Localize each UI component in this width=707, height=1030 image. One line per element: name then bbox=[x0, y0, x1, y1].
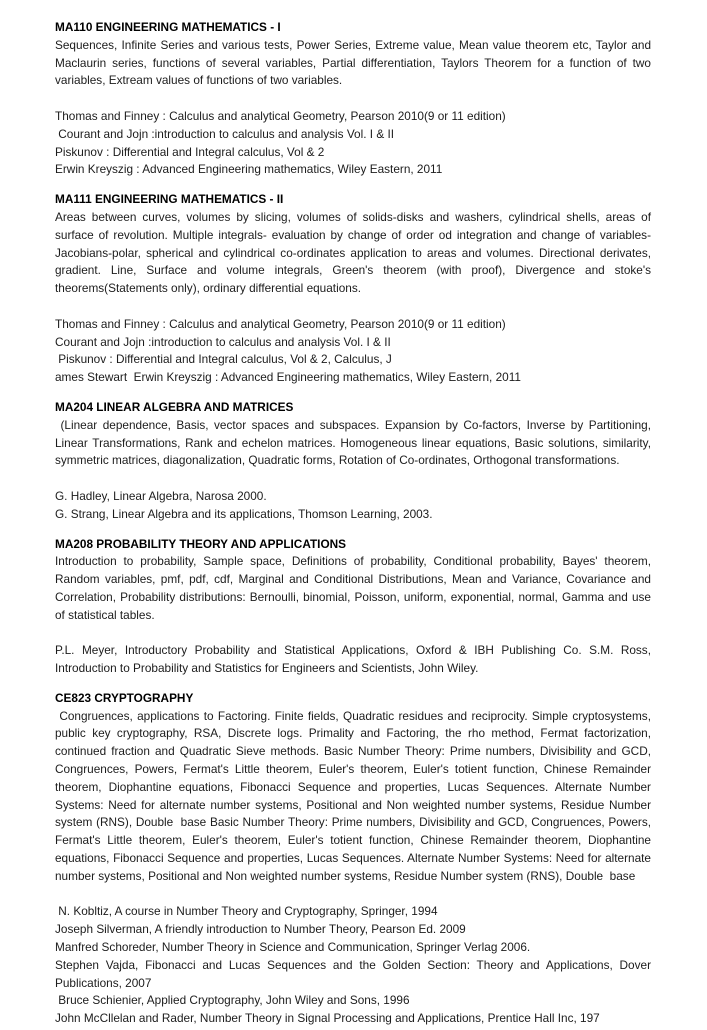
reference-list bbox=[55, 108, 651, 179]
course-description: Sequences, Infinite Series and various tests, Power Series, Extreme value, Mean value theorem etc, Taylor and Maclaurin series, functions of several variables, Partial differentiation, Taylors Theorem for a function of two variables, Extream values of functions of two variables. bbox=[55, 37, 651, 88]
course-section-ma204 bbox=[55, 399, 651, 524]
course-description: (Linear dependence, Basis, vector spaces and subspaces. Expansion by Co-factors, Inverse by Partitioning, Linear Transformations, Rank and echelon matrices. Homogeneous linear equations, Basic solutions, similarity, symmetric matrices, diagonalization, Quadratic forms, Rotation of Co-ordinates, Orthogonal transformations. bbox=[55, 417, 651, 468]
reference-line: N. Kobltiz, A course in Number Theory and Cryptography, Springer, 1994 bbox=[55, 904, 438, 919]
reference-line: P.L. Meyer, Introductory Probability and Statistical Applications, Oxford & IBH Publishing Co. S.M. Ross, Introduction to Probability and Statistics for Engineers and Scientists, John Wiley. bbox=[55, 643, 651, 676]
course-heading: MA208 PROBABILITY THEORY AND APPLICATIONS bbox=[55, 536, 347, 551]
reference-line: Piskunov : Differential and Integral calculus, Vol & 2 bbox=[55, 144, 325, 159]
course-description: Congruences, applications to Factoring. Finite fields, Quadratic residues and reciprocity. Simple cryptosystems, public key cryptography, RSA, Discrete logs. Primality and Factoring, the rho method, Fermat factorization, continued fraction and Quadratic Sieve methods. Basic Number Theory: Prime numbers, Divisibility and GCD, Congruences, Powers, Fermat's Little theorem, Euler's theorem, Euler's totient function, Chinese Remainder theorem, Diophantine equations, Fibonacci Sequence and properties, Lucas Sequences. Alternate Number Systems: Need for alternate number systems, Positional and Non weighted number systems, Residue Number system (RNS), Double base Basic Number Theory: Prime numbers, Divisibility and GCD, Congruences, Powers, Fermat's Little theorem, Euler's theorem, Euler's totient function, Chinese Remainder theorem, Diophantine equations, Fibonacci Sequence and properties, Lucas Sequences. Alternate Number Systems: Need for alternate number systems, Positional and Non weighted number systems, Residue Number system (RNS), Double base bbox=[55, 708, 651, 883]
reference-line: Courant and Jojn :introduction to calculus and analysis Vol. I & II bbox=[55, 334, 391, 349]
reference-list bbox=[55, 316, 651, 387]
reference-list bbox=[55, 488, 651, 524]
reference-line: Erwin Kreyszig : Advanced Engineering mathematics, Wiley Eastern, 2011 bbox=[55, 162, 443, 177]
reference-line: ames Stewart Erwin Kreyszig : Advanced Engineering mathematics, Wiley Eastern, 2011 bbox=[55, 370, 521, 385]
course-heading: MA204 LINEAR ALGEBRA AND MATRICES bbox=[55, 399, 294, 414]
reference-line: Piskunov : Differential and Integral calculus, Vol & 2, Calculus, J bbox=[55, 352, 392, 367]
course-heading: MA111 ENGINEERING MATHEMATICS - II bbox=[55, 192, 284, 207]
course-section-ma110 bbox=[55, 19, 651, 179]
reference-line: G. Strang, Linear Algebra and its applications, Thomson Learning, 2003. bbox=[55, 506, 433, 521]
reference-line: G. Hadley, Linear Algebra, Narosa 2000. bbox=[55, 488, 267, 503]
reference-line: Courant and Jojn :introduction to calculus and analysis Vol. I & II bbox=[55, 126, 395, 141]
reference-line: Stephen Vajda, Fibonacci and Lucas Sequences and the Golden Section: Theory and Applications, Dover Publications, 2007 bbox=[55, 957, 651, 990]
reference-line: Thomas and Finney : Calculus and analytical Geometry, Pearson 2010(9 or 11 edition) bbox=[55, 108, 506, 123]
reference-line: Thomas and Finney : Calculus and analytical Geometry, Pearson 2010(9 or 11 edition) bbox=[55, 316, 506, 331]
course-heading: MA110 ENGINEERING MATHEMATICS - I bbox=[55, 20, 281, 34]
course-description: Areas between curves, volumes by slicing, volumes of solids-disks and washers, cylindrical shells, areas of surface of revolution. Multiple integrals- evaluation by change of order od integration and change of variables-Jacobians-polar, spherical and cylindrical co-ordinates application to areas and volumes. Directional derivates, gradient. Line, Surface and volume integrals, Green's theorem (with proof), Divergence and stoke's theorems(Statements only), ordinary differential equations. bbox=[55, 209, 651, 296]
course-section-ce823 bbox=[55, 690, 651, 1028]
course-section-ma208 bbox=[55, 536, 651, 678]
course-heading: CE823 CRYPTOGRAPHY bbox=[55, 690, 194, 705]
reference-list bbox=[55, 642, 651, 678]
reference-line: Joseph Silverman, A friendly introduction to Number Theory, Pearson Ed. 2009 bbox=[55, 922, 466, 937]
reference-line: John McCllelan and Rader, Number Theory in Signal Processing and Applications, Prentice Hall Inc, 197 bbox=[55, 1011, 600, 1026]
reference-list bbox=[55, 903, 651, 1028]
course-description: Introduction to probability, Sample space, Definitions of probability, Conditional probability, Bayes' theorem, Random variables, pmf, pdf, cdf, Marginal and Conditional Distributions, Mean and Variance, Covariance and Correlation, Probability distributions: Bernoulli, binomial, Poisson, uniform, exponential, normal, Gamma and use of statistical tables. bbox=[55, 554, 651, 622]
course-section-ma111 bbox=[55, 191, 651, 387]
reference-line: Bruce Schienier, Applied Cryptography, John Wiley and Sons, 1996 bbox=[55, 993, 410, 1008]
reference-line: Manfred Schoreder, Number Theory in Science and Communication, Springer Verlag 2006. bbox=[55, 940, 531, 955]
